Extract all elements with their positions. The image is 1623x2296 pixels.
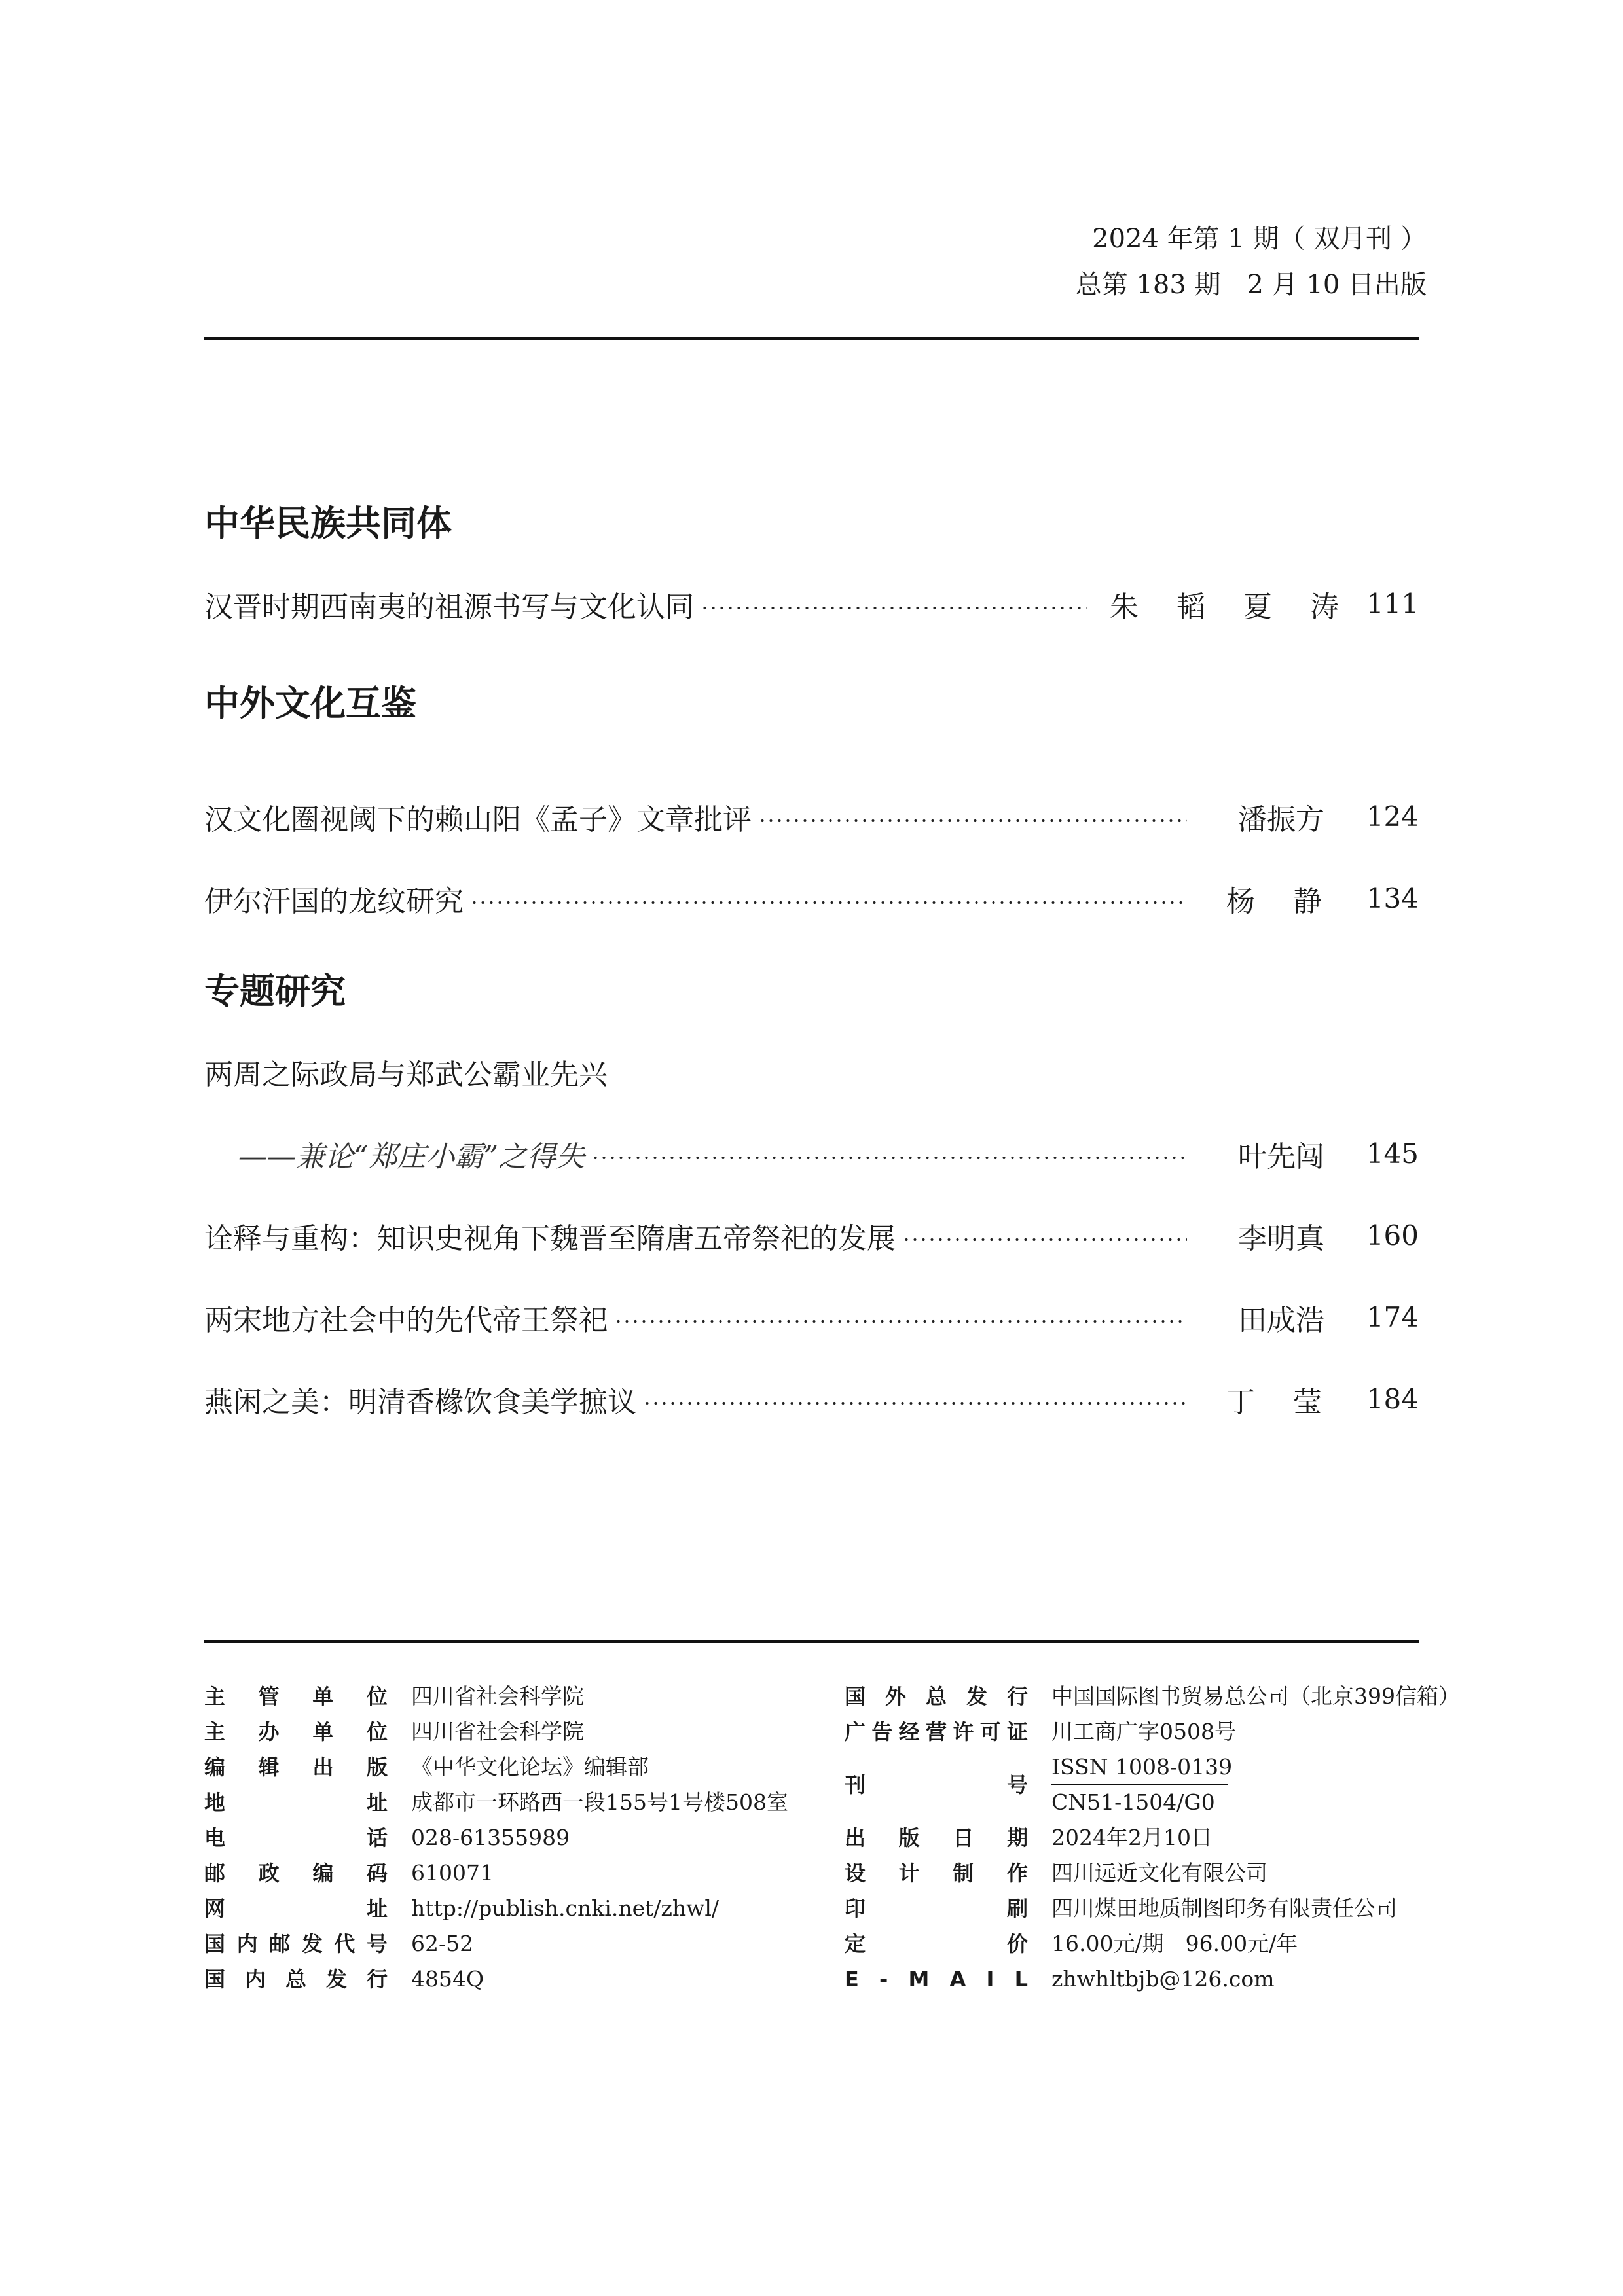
email-link[interactable]: zhwhltbjb@126.com <box>1051 1966 1275 1992</box>
page-number: 184 <box>1366 1383 1419 1415</box>
imprint-value: 四川省社会科学院 <box>411 1719 584 1744</box>
article-author: 叶先闯 <box>1238 1139 1324 1174</box>
imprint-label: 定 价 <box>845 1931 1028 1956</box>
imprint-row-sponsor <box>204 1714 859 1749</box>
imprint-right <box>845 1679 1460 1997</box>
imprint-value: 成都市一环路西一段155号1号楼508室 <box>411 1789 788 1815</box>
imprint-row-address <box>204 1785 859 1820</box>
imprint-value: 610071 <box>411 1860 494 1886</box>
article-author: 丁 莹 <box>1226 1385 1336 1419</box>
top-divider <box>204 337 1419 340</box>
imprint-value: 2024年2月10日 <box>1051 1825 1213 1850</box>
article-author: 李明真 <box>1238 1221 1324 1255</box>
page-number: 145 <box>1366 1138 1419 1170</box>
article-author: 杨 静 <box>1226 884 1336 918</box>
article-title[interactable]: 两宋地方社会中的先代帝王祭祀 <box>204 1303 608 1337</box>
toc-entry[interactable] <box>204 563 1419 645</box>
imprint-row-supervisor <box>204 1679 859 1714</box>
imprint-label: 印 刷 <box>845 1896 1028 1921</box>
dot-leader <box>470 901 1187 905</box>
serial-numbers <box>1051 1751 1434 1820</box>
imprint-row-domestic-distributor <box>204 1962 859 1997</box>
dot-leader <box>902 1238 1187 1242</box>
imprint-value: 四川煤田地质制图印务有限责任公司 <box>1051 1895 1397 1921</box>
page-number: 124 <box>1366 800 1419 833</box>
imprint-row-foreign-distributor <box>845 1679 1460 1714</box>
imprint-row-email <box>845 1962 1434 1997</box>
imprint-value: 《中华文化论坛》编辑部 <box>411 1754 649 1780</box>
imprint-label: 出 版 日 期 <box>845 1825 1028 1850</box>
table-of-contents <box>204 497 1419 1440</box>
article-subtitle[interactable]: ——兼论“郑庄小霸”之得失 <box>238 1139 585 1174</box>
imprint-row-postcode <box>204 1856 859 1891</box>
toc-entry[interactable] <box>204 1031 1419 1113</box>
imprint-label: 网 址 <box>204 1896 388 1921</box>
page-number: 160 <box>1366 1219 1419 1251</box>
article-title[interactable]: 两周之际政局与郑武公霸业先兴 <box>204 1058 608 1092</box>
section-title: 中外文化互鉴 <box>204 683 416 724</box>
page-number: 174 <box>1366 1301 1419 1333</box>
article-author: 朱 韬 夏 涛 <box>1110 590 1353 624</box>
imprint-value: 四川远近文化有限公司 <box>1051 1860 1267 1886</box>
imprint-value: 川工商广字0508号 <box>1051 1719 1236 1744</box>
article-title[interactable]: 燕闲之美：明清香橼饮食美学摭议 <box>204 1385 636 1419</box>
imprint-label: 刊 号 <box>845 1772 1028 1797</box>
section-title: 专题研究 <box>204 971 346 1012</box>
dot-leader <box>643 1401 1187 1405</box>
toc-entry-subtitle[interactable] <box>204 1113 1419 1194</box>
dot-leader <box>758 819 1187 823</box>
toc-entry[interactable] <box>204 776 1419 857</box>
imprint-label: 国 内 邮 发 代 号 <box>204 1931 388 1956</box>
imprint-value: 028-61355989 <box>411 1825 570 1850</box>
imprint-label: 主 管 单 位 <box>204 1684 388 1709</box>
imprint-label: 设 计 制 作 <box>845 1861 1028 1886</box>
article-title[interactable]: 汉文化圈视阈下的赖山阳《孟子》文章批评 <box>204 802 752 836</box>
website-link[interactable]: http://publish.cnki.net/zhwl/ <box>411 1895 720 1921</box>
imprint-label: 邮 政 编 码 <box>204 1861 388 1886</box>
imprint-row-phone <box>204 1820 859 1856</box>
imprint-row-pub-date <box>845 1820 1434 1856</box>
imprint-row-ad-license <box>845 1714 1434 1749</box>
imprint-label: 主 办 单 位 <box>204 1719 388 1744</box>
imprint-value: 中国国际图书贸易总公司（北京399信箱） <box>1051 1683 1460 1709</box>
imprint-row-price <box>845 1926 1434 1962</box>
article-title[interactable]: 诠释与重构：知识史视角下魏晋至隋唐五帝祭祀的发展 <box>204 1221 896 1255</box>
dot-leader <box>591 1156 1187 1160</box>
page-number: 111 <box>1366 588 1419 620</box>
imprint-row-postal-code <box>204 1926 859 1962</box>
imprint-row-serial <box>845 1749 1434 1820</box>
page-number: 134 <box>1366 882 1419 914</box>
imprint-label: 编 辑 出 版 <box>204 1755 388 1780</box>
issue-line-1: 2024 年第 1 期（ 双月刊 ） <box>1092 224 1427 254</box>
issue-line-2: 总第 183 期 2 月 10 日出版 <box>1075 270 1427 300</box>
imprint-label: 国 内 总 发 行 <box>204 1967 388 1992</box>
article-author: 田成浩 <box>1238 1303 1324 1337</box>
toc-entry[interactable] <box>204 1194 1419 1276</box>
imprint-label: E - M A I L <box>845 1967 1028 1992</box>
dot-leader <box>701 606 1087 610</box>
toc-entry[interactable] <box>204 1358 1419 1440</box>
dot-leader <box>614 1319 1187 1323</box>
imprint-label: 广 告 经 营 许 可 证 <box>845 1719 1028 1744</box>
imprint-row-design <box>845 1856 1434 1891</box>
article-author: 潘振方 <box>1238 802 1324 836</box>
imprint-value: 4854Q <box>411 1966 484 1992</box>
imprint-value: 四川省社会科学院 <box>411 1683 584 1709</box>
issue-info <box>1076 216 1427 308</box>
imprint-row-website <box>204 1891 859 1926</box>
toc-entry[interactable] <box>204 857 1419 939</box>
article-title[interactable]: 伊尔汗国的龙纹研究 <box>204 884 464 918</box>
toc-entry[interactable] <box>204 1276 1419 1358</box>
imprint-label: 国 外 总 发 行 <box>845 1684 1028 1709</box>
imprint-row-editor <box>204 1749 859 1785</box>
bottom-divider <box>204 1640 1419 1643</box>
imprint-label: 电 话 <box>204 1825 388 1850</box>
imprint-label: 地 址 <box>204 1790 388 1815</box>
issn-number: ISSN 1008-0139 <box>1051 1751 1228 1785</box>
section-title: 中华民族共同体 <box>204 503 452 544</box>
article-title[interactable]: 汉晋时期西南夷的祖源书写与文化认同 <box>204 590 694 624</box>
imprint-value: 62-52 <box>411 1931 474 1956</box>
cn-number: CN51-1504/G0 <box>1051 1789 1215 1815</box>
imprint-left <box>204 1679 859 1997</box>
imprint-row-printer <box>845 1891 1434 1926</box>
imprint-value: 16.00元/期 96.00元/年 <box>1051 1931 1298 1956</box>
